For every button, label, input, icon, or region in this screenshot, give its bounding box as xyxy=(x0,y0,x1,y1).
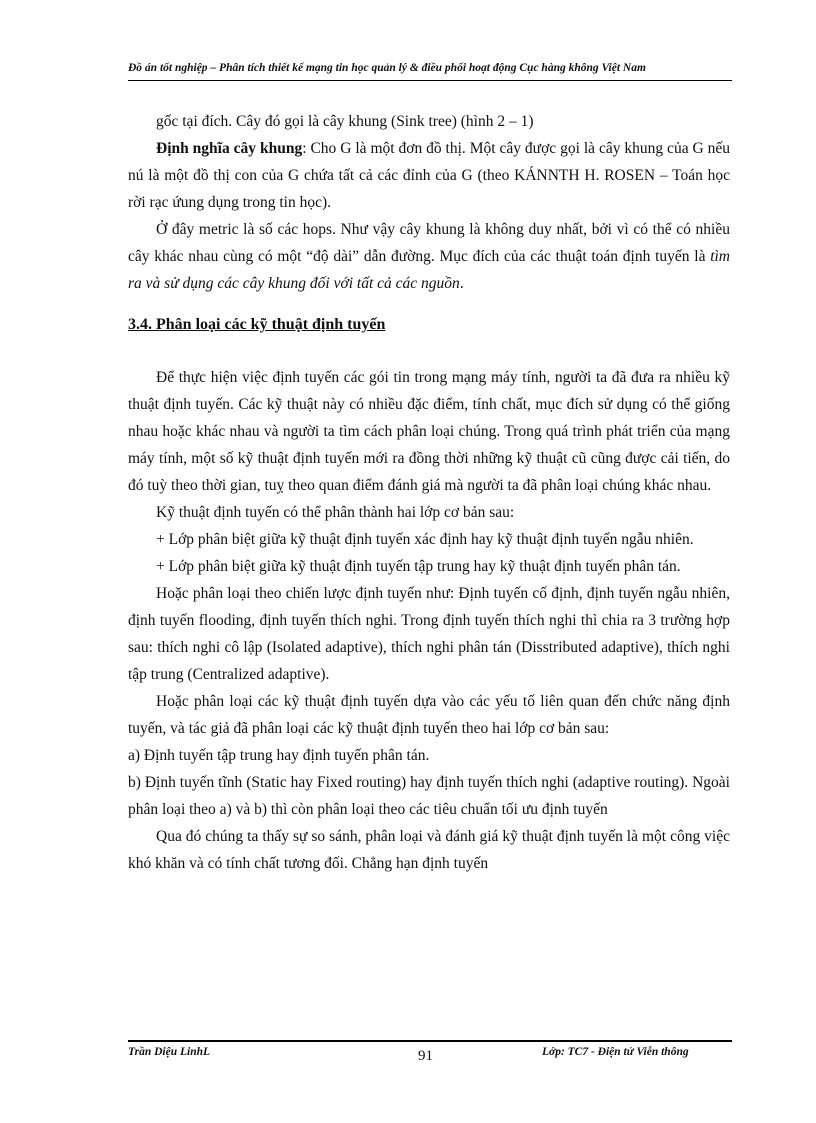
definition-text: : Cho G là một đơn đồ thị. Một cây được gọi là cây khung của G nếu nú là một đồ thị con của G chứa tất cả các đỉnh của G (theo KÁNNTH H. ROSEN – Toán học rời rạc ứung dụng trong tin học). xyxy=(128,140,731,211)
list-item-a: a) Định tuyến tập trung hay định tuyến phân tán. xyxy=(128,747,430,764)
metric-emphasis: tìm ra và sử dụng các cây khung đối với tất cả các nguồn xyxy=(128,248,730,292)
metric-text: Ở đây metric là số các hops. Như vậy cây khung là không duy nhất, bởi vì có thể có nhiều cây khác nhau cùng có một “độ dài” dẫn đường. Mục đích của các thuật toán định tuyến là xyxy=(128,221,730,265)
paragraph-function-factors: Hoặc phân loại các kỹ thuật định tuyến dựa vào các yếu tố liên quan đến chức năng định tuyến, và tác giả đã phân loại các kỹ thuật định tuyến theo hai lớp cơ bản sau: xyxy=(128,693,730,737)
definition-term: Định nghĩa cây khung xyxy=(156,140,303,157)
paragraph-definition xyxy=(128,135,730,216)
page-number: 91 xyxy=(418,1048,433,1064)
footer-class-info: Lớp: TC7 - Điện tử Viễn thông xyxy=(542,1046,689,1058)
page-header-title: Đồ án tốt nghiệp – Phân tích thiết kế mạng tin học quản lý & điều phối hoạt động Cục hàng không Việt Nam xyxy=(128,62,646,74)
footer-author: Trần Diệu LinhL xyxy=(128,1046,211,1058)
list-item-b: b) Định tuyến tĩnh (Static hay Fixed routing) hay định tuyến thích nghi (adaptive routing). Ngoài phân loại theo a) và b) thì còn phân loại theo các tiêu chuẩn tối ưu định tuyến xyxy=(128,774,730,818)
header-divider xyxy=(128,80,732,81)
paragraph-intro: Để thực hiện việc định tuyến các gói tin trong mạng máy tính, người ta đã đưa ra nhiều kỹ thuật định tuyến. Các kỹ thuật này có nhiều đặc điểm, tính chất, mục đích sử dụng có thể giống nhau hoặc khác nhau và người ta tìm cách phân loại chúng. Trong quá trình phát triển của mạng máy tính, một số kỹ thuật định tuyến mới ra đồng thời những kỹ thuật cũ cũng được cải tiến, do đó tuỳ theo thời gian, tuỵ theo quan điểm đánh giá mà người ta đã phân loại chúng khác nhau. xyxy=(128,369,730,494)
footer-divider xyxy=(128,1040,732,1042)
list-item-deterministic: + Lớp phân biệt giữa kỹ thuật định tuyến xác định hay kỹ thuật định tuyến ngẫu nhiên. xyxy=(156,531,694,548)
metric-end: . xyxy=(459,275,464,292)
list-item-centralized: + Lớp phân biệt giữa kỹ thuật định tuyến tập trung hay kỹ thuật định tuyến phân tán. xyxy=(156,558,681,575)
paragraph-sink-tree: gốc tại đích. Cây đó gọi là cây khung (Sink tree) (hình 2 – 1) xyxy=(156,113,534,130)
section-heading: 3.4. Phân loại các kỹ thuật định tuyến xyxy=(128,316,386,333)
paragraph-comparison: Qua đó chúng ta thấy sự so sánh, phân loại và đánh giá kỹ thuật định tuyến là một công việc khó khăn và có tính chất tương đối. Chẳng hạn định tuyến xyxy=(128,828,730,872)
paragraph-strategy: Hoặc phân loại theo chiến lược định tuyến như: Định tuyến cố định, định tuyến ngẫu nhiên, định tuyến flooding, định tuyến thích nghi. Trong định tuyến thích nghi thì chia ra 3 trường hợp sau: thích nghi cô lập (Isolated adaptive), thích nghi phân tán (Disstributed adaptive), thích nghi tập trung (Centralized adaptive). xyxy=(128,585,730,683)
document-body xyxy=(128,108,730,877)
paragraph-two-classes: Kỹ thuật định tuyến có thể phân thành hai lớp cơ bản sau: xyxy=(156,504,515,521)
paragraph-metric xyxy=(128,216,730,297)
